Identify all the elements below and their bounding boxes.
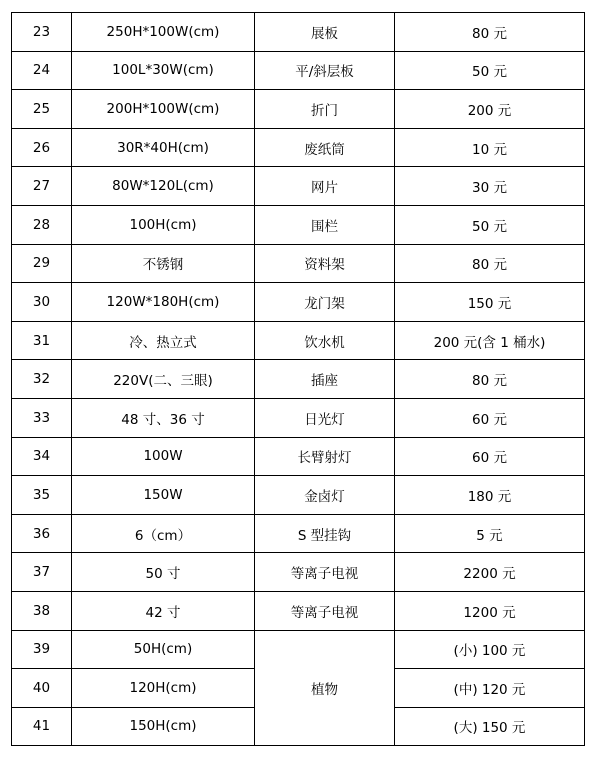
item-cell-plants: 植物 xyxy=(255,630,395,746)
table-row xyxy=(12,591,585,630)
price-cell: 60 元 xyxy=(395,437,585,476)
spec-cell: 150W xyxy=(72,476,255,515)
table-row xyxy=(12,13,585,52)
spec-cell: 50H(cm) xyxy=(72,630,255,669)
price-cell: 1200 元 xyxy=(395,591,585,630)
price-cell: 150 元 xyxy=(395,283,585,322)
price-cell: 50 元 xyxy=(395,205,585,244)
price-cell: 80 元 xyxy=(395,13,585,52)
spec-cell: 6（cm） xyxy=(72,514,255,553)
table-row xyxy=(12,437,585,476)
spec-cell: 48 寸、36 寸 xyxy=(72,398,255,437)
spec-cell: 100W xyxy=(72,437,255,476)
item-cell: 插座 xyxy=(255,360,395,399)
item-cell: 资料架 xyxy=(255,244,395,283)
item-cell: 网片 xyxy=(255,167,395,206)
price-cell: 180 元 xyxy=(395,476,585,515)
item-cell: 展板 xyxy=(255,13,395,52)
table-row xyxy=(12,283,585,322)
item-cell: 长臂射灯 xyxy=(255,437,395,476)
row-number: 25 xyxy=(12,90,72,129)
table-row xyxy=(12,360,585,399)
table-body xyxy=(12,13,585,746)
row-number: 27 xyxy=(12,167,72,206)
spec-cell: 120H(cm) xyxy=(72,669,255,708)
price-cell: (小) 100 元 xyxy=(395,630,585,669)
spec-cell: 150H(cm) xyxy=(72,707,255,746)
price-cell: 5 元 xyxy=(395,514,585,553)
item-cell: 日光灯 xyxy=(255,398,395,437)
row-number: 28 xyxy=(12,205,72,244)
spec-cell: 120W*180H(cm) xyxy=(72,283,255,322)
row-number: 38 xyxy=(12,591,72,630)
table-row xyxy=(12,167,585,206)
item-cell: 折门 xyxy=(255,90,395,129)
price-cell: (大) 150 元 xyxy=(395,707,585,746)
table-row xyxy=(12,51,585,90)
row-number: 24 xyxy=(12,51,72,90)
spec-cell: 100H(cm) xyxy=(72,205,255,244)
item-cell: 金卤灯 xyxy=(255,476,395,515)
table-row xyxy=(12,128,585,167)
row-number: 33 xyxy=(12,398,72,437)
item-cell: 围栏 xyxy=(255,205,395,244)
spec-cell: 42 寸 xyxy=(72,591,255,630)
table-row xyxy=(12,205,585,244)
price-cell: 2200 元 xyxy=(395,553,585,592)
row-number: 26 xyxy=(12,128,72,167)
spec-cell: 250H*100W(cm) xyxy=(72,13,255,52)
spec-cell: 30R*40H(cm) xyxy=(72,128,255,167)
row-number: 32 xyxy=(12,360,72,399)
row-number: 36 xyxy=(12,514,72,553)
price-cell: 80 元 xyxy=(395,244,585,283)
item-cell: 饮水机 xyxy=(255,321,395,360)
table-row xyxy=(12,90,585,129)
item-cell: 废纸筒 xyxy=(255,128,395,167)
spec-cell: 100L*30W(cm) xyxy=(72,51,255,90)
row-number: 37 xyxy=(12,553,72,592)
table-row xyxy=(12,398,585,437)
row-number: 41 xyxy=(12,707,72,746)
row-number: 31 xyxy=(12,321,72,360)
rental-price-table xyxy=(11,12,585,746)
table-row xyxy=(12,244,585,283)
table-row xyxy=(12,630,585,669)
row-number: 30 xyxy=(12,283,72,322)
spec-cell: 不锈钢 xyxy=(72,244,255,283)
spec-cell: 80W*120L(cm) xyxy=(72,167,255,206)
price-cell: 30 元 xyxy=(395,167,585,206)
price-cell: 10 元 xyxy=(395,128,585,167)
price-cell: 200 元(含 1 桶水) xyxy=(395,321,585,360)
price-cell: 60 元 xyxy=(395,398,585,437)
table-row xyxy=(12,514,585,553)
item-cell: 龙门架 xyxy=(255,283,395,322)
table-row xyxy=(12,553,585,592)
item-cell: 等离子电视 xyxy=(255,553,395,592)
price-cell: 200 元 xyxy=(395,90,585,129)
table-row xyxy=(12,321,585,360)
row-number: 39 xyxy=(12,630,72,669)
row-number: 29 xyxy=(12,244,72,283)
row-number: 34 xyxy=(12,437,72,476)
item-cell: S 型挂钩 xyxy=(255,514,395,553)
spec-cell: 冷、热立式 xyxy=(72,321,255,360)
spec-cell: 220V(二、三眼) xyxy=(72,360,255,399)
row-number: 23 xyxy=(12,13,72,52)
item-cell: 平/斜层板 xyxy=(255,51,395,90)
price-cell: (中) 120 元 xyxy=(395,669,585,708)
spec-cell: 200H*100W(cm) xyxy=(72,90,255,129)
row-number: 40 xyxy=(12,669,72,708)
row-number: 35 xyxy=(12,476,72,515)
item-cell: 等离子电视 xyxy=(255,591,395,630)
price-cell: 80 元 xyxy=(395,360,585,399)
price-cell: 50 元 xyxy=(395,51,585,90)
spec-cell: 50 寸 xyxy=(72,553,255,592)
table-row xyxy=(12,476,585,515)
